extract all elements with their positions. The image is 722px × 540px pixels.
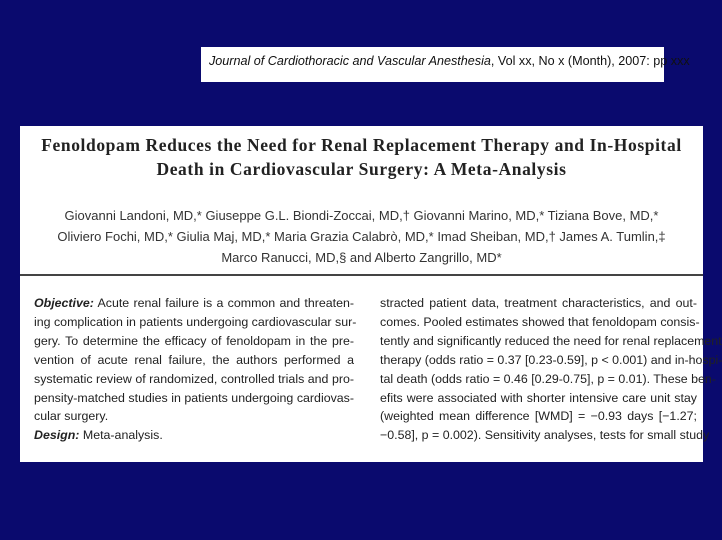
abstract-line xyxy=(34,426,354,445)
journal-citation xyxy=(201,47,690,82)
title-line: Death in Cardiovascular Surgery: A Meta-Analysis xyxy=(156,159,567,179)
abstract-line: pensity-matched studies in patients undergoing cardiovas- xyxy=(34,390,354,405)
paper-excerpt xyxy=(20,126,722,462)
design-text: Meta-analysis. xyxy=(79,428,163,443)
abstract-line: tently and significantly reduced the need for renal replacement xyxy=(380,333,722,348)
abstract-line: efits were associated with shorter intensive care unit stay xyxy=(380,390,697,405)
abstract-right-column xyxy=(380,294,722,445)
author-line: Marco Ranucci, MD,§ and Alberto Zangrillo, MD* xyxy=(221,250,502,265)
objective-label: Objective: xyxy=(34,296,94,310)
abstract-line: stracted patient data, treatment characteristics, and out- xyxy=(380,296,697,310)
abstract-line: (weighted mean difference [WMD] = −0.93 days [−1.27; xyxy=(380,409,697,424)
abstract-line: comes. Pooled estimates showed that fenoldopam consis- xyxy=(380,314,700,329)
abstract-line: tal death (odds ratio = 0.46 [0.29-0.75], p = 0.01). These ben- xyxy=(380,371,716,386)
abstract-line: systematic review of randomized, controlled trials and pro- xyxy=(34,371,354,386)
abstract-line: therapy (odds ratio = 0.37 [0.23-0.59], p < 0.001) and in-hospi- xyxy=(380,352,722,367)
journal-details: , Vol xx, No x (Month), 2007: pp xxx xyxy=(490,54,690,68)
title-line: Fenoldopam Reduces the Need for Renal Replacement Therapy and In-Hospital xyxy=(41,135,682,155)
abstract-left-column xyxy=(34,294,357,445)
abstract-line: −0.58], p = 0.002). Sensitivity analyses, tests for small study xyxy=(380,428,710,443)
journal-name: Journal of Cardiothoracic and Vascular Anesthesia xyxy=(209,54,491,68)
author-line: Oliviero Fochi, MD,* Giulia Maj, MD,* Maria Grazia Calabrò, MD,* Imad Sheiban, MD,† James A. Tumlin,‡ xyxy=(57,229,666,244)
objective-text: Acute renal failure is a common and threaten- xyxy=(93,296,354,310)
abstract-line: cular surgery. xyxy=(34,409,109,424)
author-line: Giovanni Landoni, MD,* Giuseppe G.L. Biondi-Zoccai, MD,† Giovanni Marino, MD,* Tiziana Bove, MD,* xyxy=(64,208,659,223)
divider xyxy=(20,274,703,276)
abstract-line: gery. To determine the efficacy of fenoldopam in the pre- xyxy=(34,333,354,348)
author-list xyxy=(20,205,703,268)
abstract-line xyxy=(34,294,354,313)
abstract-line: ing complication in patients undergoing cardiovascular sur- xyxy=(34,314,357,329)
abstract-line: vention of acute renal failure, the authors performed a xyxy=(34,352,354,367)
paper-title xyxy=(20,133,703,181)
design-label: Design: xyxy=(34,428,80,443)
